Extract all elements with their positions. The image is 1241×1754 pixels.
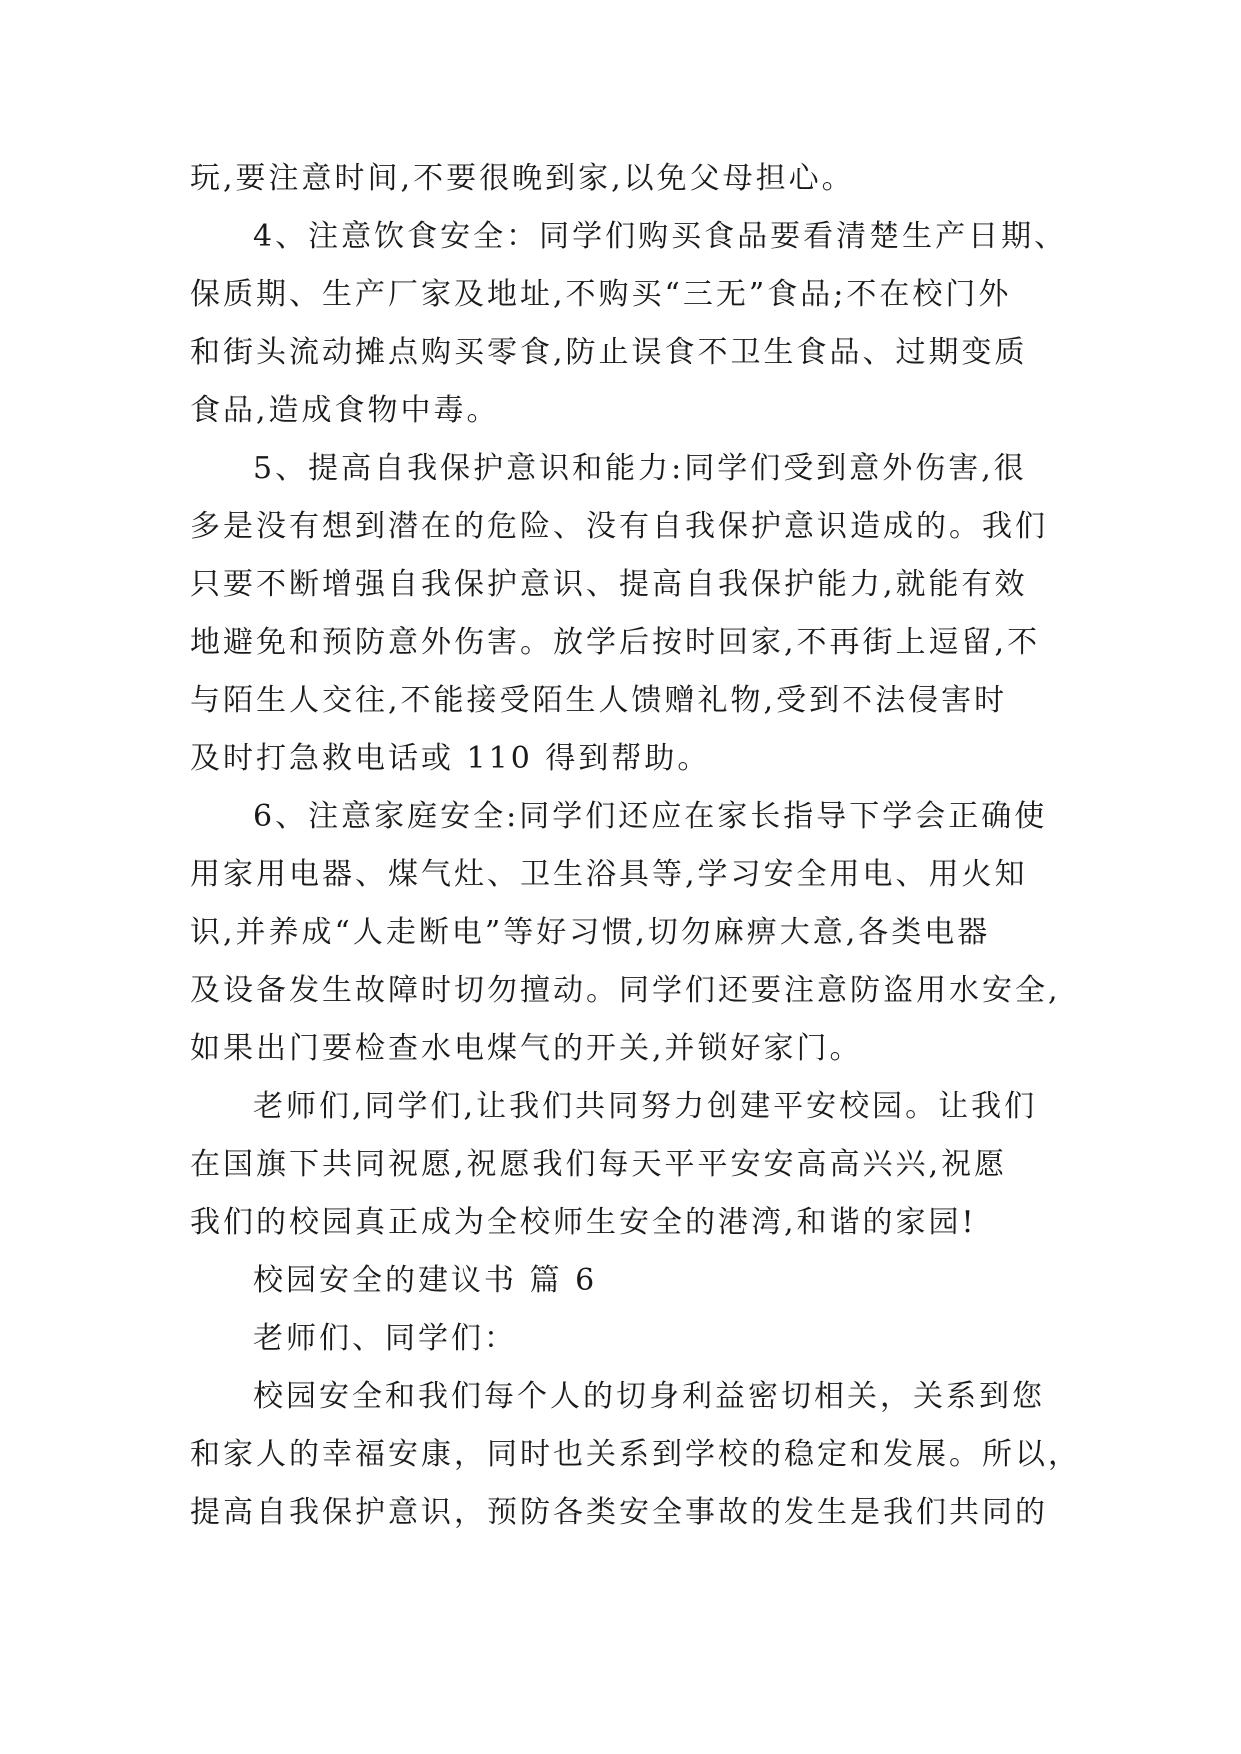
text-line: 多是没有想到潜在的危险、没有自我保护意识造成的。我们 [190,509,1048,544]
text-line: 用家用电器、煤气灶、卫生浴具等,学习安全用电、用火知 [190,857,1028,892]
text-line: 食品,造成食物中毒。 [190,393,500,428]
text-line: 及设备发生故障时切勿擅动。同学们还要注意防盗用水安全, [190,973,1061,1008]
text-line: 识,并养成“人走断电”等好习惯,切勿麻痹大意,各类电器 [190,915,991,950]
text-line: 和家人的幸福安康，同时也关系到学校的稳定和发展。所以， [190,1437,1081,1472]
intro-paragraph: 校园安全和我们每个人的切身利益密切相关，关系到您 [253,1379,1045,1414]
section-heading: 校园安全的建议书 篇 6 [253,1263,598,1298]
text-line: 我们的校园真正成为全校师生安全的港湾,和谐的家园! [190,1205,977,1240]
text-line: 和街头流动摊点购买零食,防止误食不卫生食品、过期变质 [190,335,1028,370]
paragraph-item-5: 5、提高自我保护意识和能力:同学们受到意外伤害,很 [253,451,1027,486]
salutation: 老师们、同学们： [253,1321,517,1356]
text-line: 玩,要注意时间,不要很晚到家,以免父母担心。 [190,161,855,196]
closing-paragraph: 老师们,同学们,让我们共同努力创建平安校园。让我们 [253,1089,1038,1124]
paragraph-item-4: 4、注意饮食安全：同学们购买食品要看清楚生产日期、 [253,219,1068,254]
text-line: 提高自我保护意识，预防各类安全事故的发生是我们共同的 [190,1495,1048,1530]
text-line: 如果出门要检查水电煤气的开关,并锁好家门。 [190,1031,863,1066]
paragraph-item-6: 6、注意家庭安全:同学们还应在家长指导下学会正确使 [253,799,1048,834]
document-body [190,150,1081,1542]
text-line: 保质期、生产厂家及地址,不购买“三无”食品;不在校门外 [190,277,1012,312]
text-line: 地避免和预防意外伤害。放学后按时回家,不再街上逗留,不 [190,625,1041,660]
text-line: 在国旗下共同祝愿,祝愿我们每天平平安安高高兴兴,祝愿 [190,1147,1008,1182]
text-line: 与陌生人交往,不能接受陌生人馈赠礼物,受到不法侵害时 [190,683,1008,718]
text-line: 及时打急救电话或 110 得到帮助。 [190,741,711,776]
text-line: 只要不断增强自我保护意识、提高自我保护能力,就能有效 [190,567,1028,602]
